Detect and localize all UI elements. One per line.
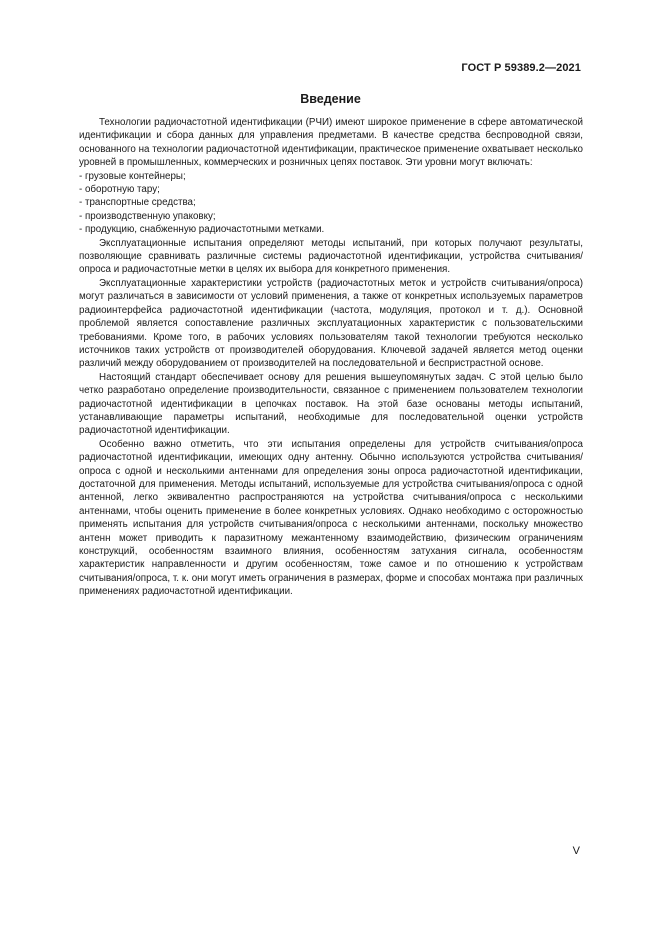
document-body (79, 116, 583, 599)
paragraph-device-characteristics: Эксплуатационные характеристики устройств (радиочастотных меток и устройств считывания/опроса) могут различаться в зависимости от условий применения, а также от конкретных используемых параметров радиоинтерфейса радиочастотной идентификации (частота, модуляция, протокол и т. д.). Основной проблемой является сопоставление различных эксплуатационных характеристик с пользовательскими требованиями. Кроме того, в рабочих условиях пользователям такой технологии требуются несколько источников таких устройств от производителей оборудования. Ключевой задачей является метод оценки различий между оборудованием от производителей на последовательной и беспристрастной основе. (79, 277, 583, 370)
list-item: - грузовые контейнеры; (79, 170, 186, 182)
intro-paragraph: Технологии радиочастотной идентификации (РЧИ) имеют широкое применение в сфере автоматической идентификации и сбора данных для управления предметами. В качестве средства беспроводной связи, основанного на технологии радиочастотной идентификации, практическое применение охватывает несколько уровней в промышленных, коммерческих и розничных цепях поставок. Эти уровни могут включать: (79, 117, 583, 169)
levels-list (79, 170, 583, 237)
page-number: V (572, 845, 580, 857)
document-id: ГОСТ Р 59389.2—2021 (461, 62, 581, 74)
list-item: - производственную упаковку; (79, 210, 216, 222)
list-item: - оборотную тару; (79, 184, 160, 196)
list-item: - продукцию, снабженную радиочастотными метками. (79, 224, 325, 236)
list-item: - транспортные средства; (79, 197, 196, 209)
section-title: Введение (300, 92, 361, 106)
paragraph-standard-basis: Настоящий стандарт обеспечивает основу для решения вышеупомянутых задач. С этой целью было четко разработано определение производительности, связанное с применением пользователем технологии радиочастотной идентификации в цепочках поставок. На этой базе основаны методы испытаний, устанавливающие параметры испытаний, необходимые для последовательной оценки устройств радиочастотной идентификации. (79, 371, 583, 437)
paragraph-antenna-notes: Особенно важно отметить, что эти испытания определены для устройств считывания/опроса радиочастотной идентификации, имеющих одну антенну. Обычно используются устройства считывания/опроса с одной и несколькими антеннами для определения зоны опроса радиочастотной идентификации, достаточной для применения. Методы испытаний, используемые для устройства считывания/опроса с одной антенной, легко эквивалентно распространяются на устройства считывания/опроса с несколькими антеннами, чтобы оценить применение в более конкретных условиях. Однако необходимо с осторожностью применять испытания для устройств считывания/опроса с несколькими антеннами, поскольку множество антенн может приводить к паразитному межантенному взаимодействию, физическим ограничениям конструкций, особенностям взаимного влияния, особенностям затухания сигнала, особенностям характеристик направленности и другим особенностям, тоже самое и по отношению к устройствам считывания/опроса, т. к. они могут иметь ограничения в размерах, форме и способах монтажа при различных применениях радиочастотной идентификации. (79, 438, 583, 598)
paragraph-operational-tests: Эксплуатационные испытания определяют методы испытаний, при которых получают результаты, позволяющие сравнивать различные системы радиочастотной идентификации, устройства считывания/опроса и радиочастотные метки в целях их выбора для конкретного применения. (79, 237, 583, 276)
